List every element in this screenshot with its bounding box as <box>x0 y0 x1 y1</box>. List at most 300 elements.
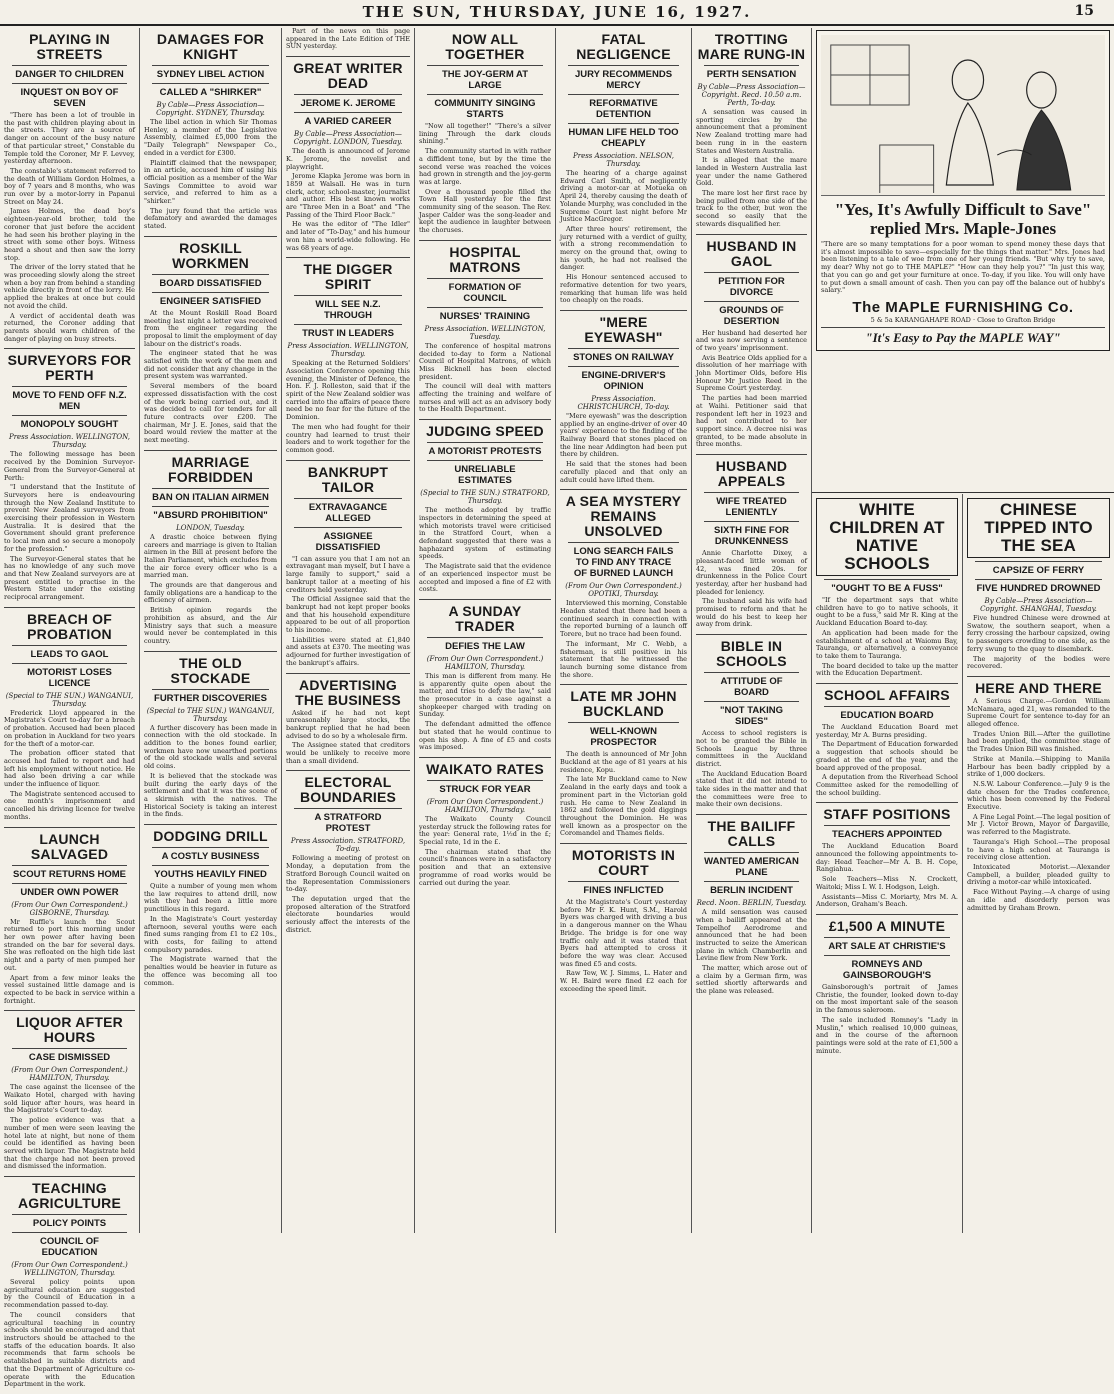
column-3 <box>282 28 415 1233</box>
article-subheading: ENGINEER SATISFIED <box>152 292 269 307</box>
masthead <box>0 0 1114 26</box>
article-dateline: By Cable—Press Association—Copyright. SYDNEY, Thursday. <box>156 101 265 117</box>
article-paragraph: Face Without Paying.—A charge of using an idle and disorderly person was admitted by Graham Brown. <box>967 888 1110 912</box>
article-subheading: ASSIGNEE DISSATISFIED <box>294 527 402 553</box>
article-headline: HUSBAND APPEALS <box>715 458 788 490</box>
article-subheading: UNRELIABLE ESTIMATES <box>427 460 543 486</box>
article <box>560 689 687 844</box>
article-paragraph: A Fine Legal Point.—The legal position of Mr J. Victor Brown, Mayor of Dargaville, was referred to the Magistrate. <box>967 812 1110 837</box>
article <box>4 612 135 828</box>
article-body <box>4 710 135 822</box>
article-paragraph: A mild sensation was caused when a bailiff appeared at the Tempelhof Aerodrome and announced that he had been instructed to seize the American plane in which Chamberlin and Levine flew from New York. <box>696 908 807 963</box>
article-body <box>4 1279 135 1389</box>
article-subheading: YOUTHS HEAVILY FINED <box>152 865 269 880</box>
article-subheading: "ABSURD PROHIBITION" <box>152 506 269 521</box>
article <box>286 678 410 772</box>
article-subheading: REFORMATIVE DETENTION <box>568 94 679 120</box>
article <box>696 239 807 456</box>
article-paragraph: The grounds are that dangerous and family obligations are a handicap to the efficiency of airmen. <box>144 581 277 605</box>
article-dateline: (Special to THE SUN.) WANGANUI, Thursday. <box>5 691 134 708</box>
article-dateline: (From Our Own Correspondent.) HAMILTON, Thursday. <box>426 797 544 814</box>
article-paragraph: Several policy points upon agricultural education are suggested by the Council of Education in a recommendation passed to-day. <box>4 1278 135 1310</box>
article-dateline: Press Association. STRATFORD, To-day. <box>290 837 406 854</box>
article-paragraph: A Serious Charge.—Gordon William McNamara, aged 21, was remanded to the Supreme Court for sentence to-day for an alleged offence. <box>967 696 1110 729</box>
article-subheading: HUMAN LIFE HELD TOO CHEAPLY <box>568 123 679 149</box>
article-paragraph: The defendant admitted the offence but stated that he would continue to open his shop. A fine of £5 and costs was imposed. <box>419 720 551 752</box>
article-paragraph: The Magistrate warned that the penalties would be heavier in future as the offence was becoming all too common. <box>144 955 277 987</box>
article-body <box>967 698 1110 912</box>
article-body <box>967 615 1110 671</box>
article-body <box>816 984 958 1055</box>
article <box>419 762 551 892</box>
article-headline: HOSPITAL MATRONS <box>449 243 521 275</box>
article-subheading: FURTHER DISCOVERIES <box>152 689 269 704</box>
article-paragraph: Raw Tew, W. J. Simms, L. Hater and W. H. Baird were fined £2 each for exceeding the speed limit. <box>560 969 687 993</box>
article-paragraph: Strike at Manila.—Shipping to Manila Harbour has been badly crippled by a strike of 1,000 dockers. <box>967 754 1110 779</box>
article-paragraph: An application had been made for the establishment of a school at Waiomu Bay, Tauranga, or alternatively, a conveyance to take them to Tauranga. <box>816 628 958 660</box>
article-paragraph: "If the department says that white children have to go to native schools, it ought to be a fuss," said Mr R. King at the Auckland Education Board to-day. <box>816 596 958 628</box>
article-paragraph: The men who had fought for their country had learned to trust their leaders and to work together for the common good. <box>286 422 410 454</box>
article-paragraph: The driver of the lorry stated that he was proceeding slowly along the street when a boy ran from behind a standing vehicle directly in front of the lorry. He applied the brakes at once but could not avoid the child. <box>4 263 135 310</box>
article-paragraph: The death is announced of Mr John Buckland at the age of 81 years at his residence, Kopu. <box>560 750 687 774</box>
article-subheading: ATTITUDE OF BOARD <box>704 672 799 698</box>
article-subheading: BERLIN INCIDENT <box>704 881 799 896</box>
article-paragraph: In the Magistrate's Court yesterday afternoon, several youths were each fined sums ranging from £1 to £2 10s., with costs, for failing to attend compulsory parades. <box>144 914 277 954</box>
article <box>4 353 135 607</box>
article-paragraph: The mare lost her first race by being pulled from one side of the track to the other, but won the second so easily that the stewards disqualified her. <box>696 189 807 228</box>
article-subheading: SIXTH FINE FOR DRUNKENNESS <box>704 521 799 547</box>
article-subheading: SCOUT RETURNS HOME <box>12 865 127 880</box>
article-subheading: CALLED A "SHIRKER" <box>152 83 269 98</box>
article-subheading: COUNCIL OF EDUCATION <box>12 1232 127 1258</box>
column-2 <box>140 28 282 1233</box>
column-1 <box>0 28 140 1389</box>
article-paragraph: Apart from a few minor leaks the vessel sustained little damage and is expected to be back in service within a fortnight. <box>4 973 135 1005</box>
article <box>560 494 687 685</box>
article-headline: LATE MR JOHN BUCKLAND <box>570 688 677 720</box>
article-paragraph: He was the editor of "The Idler" and later of "To-Day," and his humour won him a world-wide following. He was 68 years of age. <box>286 220 410 252</box>
article-body <box>560 899 687 993</box>
article-headline: FATAL NEGLIGENCE <box>576 31 671 62</box>
article-paragraph: Five hundred Chinese were drowned at Swatow, the southern seaport, when a ferry crossing the harbour capsized, owing to passengers crowding to one side, as the ferry swung to the quay to disembark. <box>967 614 1110 653</box>
article <box>560 315 687 490</box>
article-body <box>419 343 551 414</box>
article-subheading: JURY RECOMMENDS MERCY <box>568 65 679 91</box>
article-body <box>286 28 410 51</box>
article-dateline: (From Our Own Correspondent.) HAMILTON, Thursday. <box>11 1066 128 1083</box>
advertisement-text: "There are so many temptations for a poor woman to spend money these days that it's almost impossible to save—especially for the things that matter." Mrs. Jones had been listening to a tale of woe from one of her young friends. "But why try to save, my dear? Why not go to THE MAPLE?" "How can they help you?" "In just this way, that you can go and get your furniture at once. To-day, if you like. You will only have to put down a small amount of cash. Then you can pay off the balance out of hubby's salary." <box>821 240 1105 295</box>
article-subheading: A MOTORIST PROTESTS <box>427 442 543 457</box>
article-paragraph: The sale included Romney's "Lady in Muslin," which realised 10,000 guineas, and in the course of the afternoon paintings were sold at the rate of £1,500 a minute. <box>816 1015 958 1055</box>
article-body <box>560 170 687 305</box>
article-headline: JUDGING SPEED <box>426 423 544 440</box>
article-headline: SCHOOL AFFAIRS <box>824 687 950 704</box>
article-subheading: LONG SEARCH FAILS TO FIND ANY TRACE OF BURNED LAUNCH <box>568 542 679 579</box>
article-headline: DODGING DRILL <box>153 828 268 845</box>
article <box>4 1015 135 1177</box>
article-paragraph: Several members of the board expressed dissatisfaction with the cost of the work being carried out, and it was decided to call for tenders for all future contracts over £200. The chairman, Mr J. E. Jones, said that the board would review the matter at the next meeting. <box>144 382 277 445</box>
article-paragraph: A deputation from the Riverhead School Committee asked for the remodelling of the school building. <box>816 773 958 797</box>
article-subheading: EXTRAVAGANCE ALLEGED <box>294 498 402 524</box>
article-paragraph: The Auckland Education Board stated that it did not intend to take sides in the matter and that the committees were free to make their own decisions. <box>696 769 807 809</box>
article-paragraph: The conference of hospital matrons decided to-day to form a National Council of Hospital Matrons, of which Miss Bicknell has been elected president. <box>419 341 551 381</box>
article-paragraph: Sole Teachers—Miss N. Crockett, Waitoki; Miss I. W. I. Hodgson, Leigh. <box>816 875 958 891</box>
article-paragraph: The parties had been married at Waihi. Petitioner said that respondent left her in 1923 and had not contributed to her support since. A decree nisi was granted, to be made absolute in three months. <box>696 394 807 449</box>
article-subheading: WELL-KNOWN PROSPECTOR <box>568 722 679 748</box>
article-dateline: (Special to THE SUN.) WANGANUI, Thursday. <box>146 706 275 723</box>
article-dateline: (From Our Own Correspondent.) HAMILTON, Thursday. <box>426 654 544 671</box>
article-paragraph: The council considers that agricultural teaching in country schools should be encouraged and that instructors should be attached to the staffs of the education boards. It also recommends that farm schools be established in suitable districts and that the Department of Agriculture co-operate with the Education Department in the work. <box>4 1310 135 1389</box>
article-subheading: ART SALE AT CHRISTIE'S <box>824 937 950 952</box>
article-headline: STAFF POSITIONS <box>823 806 951 823</box>
article-paragraph: Access to school registers is not to be granted the Bible in Schools League by three committees in the Auckland district. <box>696 729 807 768</box>
article-paragraph: This man is different from many. He is apparently quite open about the matter, and tries to defy the law," said the prosecutor in a case against a shopkeeper charged with trading on Sunday. <box>419 671 551 719</box>
article-paragraph: The Auckland Education Board met yesterday, Mr A. Burns presiding. <box>816 723 958 739</box>
article-body <box>560 413 687 484</box>
article-subheading: STONES ON RAILWAY <box>568 348 679 363</box>
article-body <box>560 751 687 838</box>
article-subheading: THE JOY-GERM AT LARGE <box>427 65 543 91</box>
article <box>816 807 958 915</box>
article-dateline: (Special to THE SUN.) STRATFORD, Thursday. <box>420 489 550 506</box>
article-body <box>816 597 958 678</box>
article-subheading: ROMNEYS AND GAINSBOROUGH'S <box>824 955 950 981</box>
article-headline: TROTTING MARE RUNG-IN <box>697 31 806 62</box>
advertisement-column <box>812 28 1114 493</box>
column-5 <box>556 28 692 1233</box>
article <box>419 245 551 420</box>
article-paragraph: The Auckland Education Board announced the following appointments to-day: Head Teacher—Mr A. B. H. Cope, Rangiahua. <box>816 842 958 874</box>
article-subheading: BOARD DISSATISFIED <box>152 274 269 289</box>
article <box>4 32 135 349</box>
article-subheading: WILL SEE N.Z. THROUGH <box>294 295 402 321</box>
article-headline: MOTORISTS IN COURT <box>571 847 676 879</box>
article-subheading: SYDNEY LIBEL ACTION <box>152 65 269 80</box>
article-subheading: INQUEST ON BOY OF SEVEN <box>12 83 127 109</box>
article-body <box>144 883 277 987</box>
article <box>816 688 958 803</box>
article-paragraph: The engineer stated that he was satisfied with the work of the men and did not consider that any change in the present system was warranted. <box>144 349 277 381</box>
article-subheading: LEADS TO GAOL <box>12 645 127 660</box>
article <box>560 848 687 998</box>
advertisement-brand: The MAPLE FURNISHING Co. <box>852 298 1074 316</box>
article-headline: "MERE EYEWASH" <box>584 313 663 345</box>
article-paragraph: The following message has been received by the Dominion Surveyor-General from the Surveyor-General at Perth: <box>4 450 135 482</box>
article-subheading: STRUCK FOR YEAR <box>427 780 543 795</box>
column-6 <box>692 28 812 1233</box>
article-dateline: Press Association. NELSON, Thursday. <box>573 152 674 168</box>
article-paragraph: James Holmes, the dead boy's eighteen-year-old brother, told the coroner that just before the accident he had seen his brother playing in the street with some other boys. Witness heard a shout and then saw the lorry stop. <box>4 207 135 262</box>
article-headline: GREAT WRITER DEAD <box>293 60 403 92</box>
article-paragraph: The board decided to take up the matter with the Education Department. <box>816 661 958 678</box>
article-paragraph: The Waikato County Council yesterday struck the following rates for the year: General rate, 1½d in the £; Special rate, 1d in the £. <box>419 814 551 847</box>
article-body <box>4 1084 135 1171</box>
article-paragraph: The Department of Education forwarded a suggestion that schools should be graded at the end of the year, and the board approved of the proposal. <box>816 740 958 772</box>
article-paragraph: Annie Charlotte Dixey, a pleasant-faced little woman of 42, was fined 20s. for drunkenness in the Police Court yesterday, after her husband had pleaded for leniency. <box>696 549 807 596</box>
article-paragraph: "Now all together!" "There's a silver lining Through the dark clouds shining." <box>419 122 551 146</box>
article-paragraph: A verdict of accidental death was returned, the Coroner adding that parents should warn children of the danger of playing on busy streets. <box>4 311 135 343</box>
article-paragraph: Liabilities were stated at £1,840 and assets at £370. The meeting was adjourned for further investigation of the bankrupt's affairs. <box>286 635 410 667</box>
article-paragraph: Avis Beatrice Olds applied for a dissolution of her marriage with John Mortimer Olds, before His Honour Mr Justice Reed in the Supreme Court yesterday. <box>696 353 807 393</box>
article <box>144 32 277 237</box>
article-paragraph: The Official Assignee said that the bankrupt had not kept proper books and that his household expenditure appeared to be out of all proportion to his income. <box>286 595 410 635</box>
article-headline: ADVERTISING THE BUSINESS <box>295 676 401 708</box>
article-paragraph: Jerome Klapka Jerome was born in 1859 at Walsall. He was in turn clerk, actor, school-master, journalist and author. His best known works are "Three Men in a Boat" and "The Passing of the Third Floor Back." <box>286 172 410 219</box>
article-body <box>696 909 807 996</box>
article-body <box>560 600 687 679</box>
article-body <box>286 710 410 766</box>
article-dateline: (From Our Own Correspondent.) GISBORNE, Thursday. <box>11 900 128 917</box>
article-headline: TEACHING AGRICULTURE <box>17 1180 122 1212</box>
page-number: 15 <box>1074 3 1094 19</box>
article-subheading: A VARIED CAREER <box>294 112 402 127</box>
article-subheading: WIFE TREATED LENIENTLY <box>704 492 799 518</box>
article-paragraph: Her husband had deserted her and was now serving a sentence of two years' imprisonment. <box>696 328 807 352</box>
article-subheading: FIVE HUNDRED DROWNED <box>975 579 1102 594</box>
article <box>696 459 807 635</box>
column-7 <box>812 494 963 1233</box>
article-paragraph: It is believed that the stockade was built during the early days of the settlement and that it was the scene of a skirmish with the natives. The Historical Society is taking an interest in the finds. <box>144 771 277 819</box>
article-paragraph: The case against the licensee of the Waikato Hotel, charged with having sold liquor after hours, was heard in the Magistrate's Court to-day. <box>4 1083 135 1115</box>
article <box>419 604 551 758</box>
article-subheading: POLICY POINTS <box>12 1214 127 1229</box>
article-subheading: PETITION FOR DIVORCE <box>704 272 799 298</box>
article <box>967 498 1110 677</box>
article-paragraph: The jury found that the article was defamatory and awarded the damages stated. <box>144 206 277 231</box>
article-body <box>696 330 807 450</box>
article-body <box>816 843 958 909</box>
two-women-illustration <box>821 35 1105 195</box>
article-body <box>419 673 551 752</box>
article-dateline: Press Association. WELLINGTON, Thursday. <box>8 433 130 450</box>
article-paragraph: A further discovery has been made in connection with the old stockade. In addition to the bones found earlier, workmen have now unearthed portions of the old stockade walls and several old coins. <box>144 723 277 771</box>
article-paragraph: Gainsborough's portrait of James Christie, the founder, looked down to-day on the most important sale of the season in the famous saleroom. <box>816 982 958 1015</box>
article-subheading: WANTED AMERICAN PLANE <box>704 852 799 878</box>
article-paragraph: Plaintiff claimed that the newspaper, in an article, accused him of using his official position as a member of the War Savings Committee to avoid war service, and referred to him as a "shirker." <box>144 158 277 206</box>
article-headline: BANKRUPT TAILOR <box>307 463 389 495</box>
article-paragraph: The informant, Mr C. Webb, a fisherman, is still positive in his statement that he witnessed the launch burning some distance from the shore. <box>560 639 687 679</box>
article-subheading: FINES INFLICTED <box>568 881 679 896</box>
article-paragraph: The deputation urged that the proposed alteration of the Stratford electorate boundaries would seriously affect the interests of the district. <box>286 894 410 934</box>
article-headline: THE BAILIFF CALLS <box>707 818 796 850</box>
article-headline: £1,500 A MINUTE <box>828 917 946 934</box>
article-subheading: CASE DISMISSED <box>12 1048 127 1063</box>
article <box>560 32 687 311</box>
article-subheading: DANGER TO CHILDREN <box>12 65 127 80</box>
article <box>696 32 807 235</box>
article-subheading: MONOPOLY SOUGHT <box>12 415 127 430</box>
article-body <box>4 919 135 1006</box>
article-dateline: (From Our Own Correspondent.) WELLINGTON, Thursday. <box>11 1261 128 1278</box>
article-subheading: PERTH SENSATION <box>704 65 799 80</box>
article-subheading: CAPSIZE OF FERRY <box>975 561 1102 576</box>
article-headline: A SEA MYSTERY REMAINS UNSOLVED <box>565 493 682 540</box>
article-body <box>696 550 807 629</box>
article-paragraph: Intoxicated Motorist.—Alexander Campbell, a builder, pleaded guilty to driving a motor-car while intoxicated. <box>967 862 1110 887</box>
article-paragraph: The constable's statement referred to the death of William Gordon Holmes, a boy of 7 years and 8 months, who was run over by a motor-lorry in Papanui Street on May 24. <box>4 166 135 206</box>
article-dateline: By Cable—Press Association—Copyright. SHANGHAI, Tuesday. <box>980 597 1097 613</box>
article-headline: ELECTORAL BOUNDARIES <box>299 774 397 806</box>
article-subheading: ENGINE-DRIVER'S OPINION <box>568 366 679 392</box>
article-body <box>144 725 277 819</box>
article-dateline: LONDON, Tuesday. <box>176 523 245 532</box>
article-paragraph: N.S.W. Labour Conference.—July 9 is the date chosen for the Trades conference, which has been convened by the Federal Executive. <box>967 779 1110 812</box>
article-subheading: TEACHERS APPOINTED <box>824 825 950 840</box>
article-paragraph: Trades Union Bill.—After the guillotine had been applied, the committee stage of the Trades Union Bill was finished. <box>967 729 1110 754</box>
article-subheading: NURSES' TRAINING <box>427 307 543 322</box>
article-paragraph: He said that the stones had been carefully placed and that only an adult could have lifted them. <box>560 460 687 484</box>
article-body <box>4 112 135 343</box>
article <box>4 832 135 1012</box>
article-subheading: "NOT TAKING SIDES" <box>704 701 799 727</box>
article-paragraph: "Mere eyewash" was the description applied by an engine-driver of over 40 years' experience to the finding of the Railway Board that stones placed on the line near Addington had been put there by children. <box>560 411 687 459</box>
article-dateline: (From Our Own Correspondent.) OPOTIKI, Thursday. <box>565 582 682 599</box>
article-subheading: FORMATION OF COUNCIL <box>427 278 543 304</box>
article-body <box>286 360 410 454</box>
article-body <box>144 310 277 445</box>
article-body <box>286 148 410 252</box>
article-subheading: A COSTLY BUSINESS <box>152 847 269 862</box>
article-dateline: By Cable—Press Association—Copyright. Recd. 10.50 a.m. Perth, To-day. <box>697 83 806 107</box>
article <box>144 241 277 451</box>
article <box>144 829 277 992</box>
article-paragraph: The community started in with rather a diffident tone, but by the time the second verse was reached the voices had grown in strength and the joy-germ was at large. <box>419 147 551 186</box>
article <box>286 465 410 674</box>
article-body <box>286 855 410 934</box>
column-4 <box>415 28 556 1233</box>
article-headline: ROSKILL WORKMEN <box>172 239 249 271</box>
article-headline: CHINESE TIPPED INTO THE SEA <box>967 498 1110 558</box>
maple-furnishing-advertisement <box>816 30 1110 351</box>
article-body <box>144 119 277 231</box>
article-paragraph: The methods adopted by traffic inspectors in determining the speed at which motorists travel were criticised in the Stratford Court, when a defendant suggested that there was a haphazard system of estimating speeds. <box>419 506 551 561</box>
article-body <box>419 816 551 887</box>
article <box>286 61 410 258</box>
article-body <box>144 534 277 646</box>
article-headline: LAUNCH SALVAGED <box>30 830 109 862</box>
article-body <box>4 451 135 601</box>
article-headline: HUSBAND IN GAOL <box>706 237 797 269</box>
advertisement-slogan: "It's Easy to Pay the MAPLE WAY" <box>821 327 1105 346</box>
article-subheading: MOVE TO FEND OFF N.Z. MEN <box>12 386 127 412</box>
article-headline: THE DIGGER SPIRIT <box>303 261 393 293</box>
article-paragraph: "I can assure you that I am not an extravagant man myself, but I have a large family to support," said a bankrupt tailor at a meeting of his creditors held yesterday. <box>286 554 410 594</box>
article-dateline: Press Association. WELLINGTON, Thursday. <box>287 342 409 359</box>
article <box>286 775 410 939</box>
article-paragraph: A sensation was caused in sporting circles by the announcement that a prominent New Zealand trotting mare had been rung in in the eastern States and Western Australia. <box>696 108 807 155</box>
article-paragraph: At the Magistrate's Court yesterday before Mr F. K. Hunt, S.M., Harold Byers was charged with driving a bus in a dangerous manner on the Whau Bridge. The bridge is for one way traffic only and it was stated that Byers had attempted to cross it before the way was clear. Accused was fined £5 and costs. <box>560 898 687 968</box>
advertisement-headline: "Yes, It's Awfully Difficult to Save" replied Mrs. Maple-Jones <box>834 200 1092 238</box>
article-paragraph: The hearing of a charge against Edward Carl Smith, of negligently driving a motor-car at Motueka on April 24, thereby causing the death of Yolande Murphy, was concluded in the Supreme Court last night before Mr Justice MacGregor. <box>560 169 687 224</box>
article-paragraph: The libel action in which Sir Thomas Henley, a member of the Legislative Assembly, claimed £5,000 from the "Daily Telegraph" Newspaper Co., ended in a verdict for £300. <box>144 118 277 157</box>
article-body <box>419 507 551 594</box>
article-paragraph: The matter, which arose out of a claim by a German firm, was settled shortly afterwards and the plane was released. <box>696 964 807 996</box>
article-headline: BIBLE IN SCHOOLS <box>716 638 787 670</box>
article <box>696 639 807 815</box>
article-subheading: TRUST IN LEADERS <box>294 324 402 339</box>
article-subheading: JEROME K. JEROME <box>294 94 402 109</box>
article-paragraph: The Magistrate sentenced accused to one month's imprisonment and cancelled his driving licence for twelve months. <box>4 789 135 821</box>
article-paragraph: The chairman stated that the council's finances were in a satisfactory position and that an extensive programme of road works would be carried out during the year. <box>419 847 551 887</box>
article <box>286 262 410 460</box>
article-paragraph: The late Mr Buckland came to New Zealand in the early days and took a prominent part in the Victorian gold rush. He came to New Zealand in 1862 and followed the gold diggings throughout the Dominion. He was well known as a prospector on the Coromandel and Thames fields. <box>560 775 687 838</box>
article-subheading: GROUNDS OF DESERTION <box>704 301 799 327</box>
article-headline: NOW ALL TOGETHER <box>445 31 525 62</box>
advertisement-address: 5 & 5a KARANGAHAPE ROAD · Close to Grafton Bridge <box>870 315 1056 324</box>
article <box>419 32 551 241</box>
article-dateline: By Cable—Press Association—Copyright. LONDON, Tuesday. <box>293 130 403 147</box>
article-paragraph: Speaking at the Returned Soldiers' Association Conference opening this evening, the Minister of Defence, the Hon. F. J. Rolleston, said that if the spirit of the New Zealand soldier was carried into the affairs of peace there need be no fear for the future of the Dominion. <box>286 359 410 422</box>
article-paragraph: Frederick Lloyd appeared in the Magistrate's Court to-day for a breach of probation. Accused had been placed on probation in Auckland for two years for the theft of a motor-car. <box>4 708 135 748</box>
article <box>816 498 958 684</box>
masthead-title: THE SUN, THURSDAY, JUNE 16, 1927. <box>362 3 752 21</box>
article-headline: DAMAGES FOR KNIGHT <box>156 31 265 62</box>
article-paragraph: After three hours' retirement, the jury returned with a verdict of guilty, with a strong recommendation to mercy on the ground that, owing to his youth, he had not realised the danger. <box>560 224 687 272</box>
article-headline: SURVEYORS FOR PERTH <box>7 352 132 384</box>
article-subheading: A STRATFORD PROTEST <box>294 808 402 834</box>
article-paragraph: "I understand that the Institute of Surveyors here is endeavouring through the New Zealand Institute to prevent New Zealand surveyors from exercising their profession in Western Australia. It is desired that the Government should grant preference to local men and so secure a monopoly for the profession." <box>4 483 135 553</box>
article-headline: WHITE CHILDREN AT NATIVE SCHOOLS <box>816 498 958 576</box>
article-headline: HERE AND THERE <box>975 679 1102 696</box>
article-dateline: Recd. Noon. BERLIN, Tuesday. <box>696 899 807 908</box>
article <box>816 919 958 1060</box>
article-body <box>816 724 958 797</box>
article <box>286 28 410 57</box>
article-paragraph: It is alleged that the mare landed in Western Australia last year under the name Gathered Gold. <box>696 156 807 188</box>
article <box>144 455 277 652</box>
article-headline: BREACH OF PROBATION <box>26 610 113 642</box>
article-paragraph: Assistants—Miss C. Moriarty, Mrs M. A. Anderson, Graham's Beach. <box>816 892 958 909</box>
article <box>419 424 551 600</box>
article-paragraph: The council will deal with matters affecting the training and welfare of nurses and will act as an advisory body to the Health Department. <box>419 382 551 414</box>
article-paragraph: Over a thousand people filled the Town Hall yesterday for the first community sing of the season. The Rev. Jasper Calder was the song-leader and kept the audience in laughter between the choruses. <box>419 187 551 235</box>
article-paragraph: Following a meeting of protest on Monday, a deputation from the Stratford Borough Council waited on the Representation Commissioners to-day. <box>286 854 410 894</box>
article-paragraph: "There has been a lot of trouble in the past with children playing about in the streets. They are a source of danger on account of the busy nature of that particular street," Constable du Temple told the Coroner, Mr F. Levvey, yesterday afternoon. <box>4 111 135 166</box>
article-body <box>696 109 807 229</box>
article-headline: MARRIAGE FORBIDDEN <box>167 453 254 485</box>
article-paragraph: The Magistrate said that the evidence of an experienced inspector must be accepted and imposed a fine of £2 with costs. <box>419 562 551 594</box>
article-dateline: Press Association. WELLINGTON, Tuesday. <box>424 324 546 341</box>
article-subheading: COMMUNITY SINGING STARTS <box>427 94 543 120</box>
article-paragraph: The Surveyor-General states that he has no knowledge of any such move and that New Zealand surveyors are at present entitled to practise in the Western State under the existing reciprocal arrangement. <box>4 554 135 602</box>
article-headline: LIQUOR AFTER HOURS <box>16 1014 123 1046</box>
article-paragraph: The probation officer stated that accused had failed to report and had left his employment without notice. He had also been driving a car while under the influence of liquor. <box>4 749 135 789</box>
article-paragraph: Quite a number of young men whom the law requires to attend drill, now wish they had been a little more punctilious in this regard. <box>144 882 277 914</box>
article <box>4 1181 135 1394</box>
advertisement-illustration <box>821 35 1105 196</box>
article-paragraph: Part of the news on this page appeared in the Late Edition of THE SUN yesterday. <box>286 27 410 51</box>
article-paragraph: His Honour sentenced accused to reformative detention for two years, remarking that human life was held too cheaply on the roads. <box>560 273 687 305</box>
article-subheading: UNDER OWN POWER <box>12 883 127 898</box>
article-paragraph: The Assignee stated that creditors would be unlikely to receive more than a small dividend. <box>286 741 410 765</box>
article-paragraph: British opinion regards the prohibition as absurd, and the Air Ministry says that such a measure would never be contemplated in this country. <box>144 606 277 645</box>
article-paragraph: Interviewed this morning, Constable Headen stated that there had been a continued search in connection with the reported burning of a launch off Torere, but no trace had been found. <box>560 599 687 639</box>
article-subheading: BAN ON ITALIAN AIRMEN <box>152 488 269 503</box>
article-paragraph: Asked if he had not kept unreasonably large stocks, the bankrupt replied that he had been advised to do so by a wholesale firm. <box>286 708 410 740</box>
article-paragraph: The majority of the bodies were recovered. <box>967 654 1110 671</box>
article <box>696 819 807 1001</box>
article-body <box>696 730 807 809</box>
article-paragraph: The husband said his wife had promised to reform and that he would do his best to keep her away from drink. <box>696 597 807 629</box>
article-subheading: "OUGHT TO BE A FUSS" <box>824 579 950 594</box>
article-paragraph: Tauranga's High School.—The proposal to have a high school at Tauranga is receiving close attention. <box>967 837 1110 862</box>
article-paragraph: A drastic choice between flying careers and marriage is given to Italian airmen in the Bill at present before the Italian Parliament, which excludes from the air force every officer who is a married man. <box>144 532 277 580</box>
article-body <box>419 123 551 235</box>
article-paragraph: At the Mount Roskill Road Board meeting last night a letter was received from the engineer regarding the proposal to limit the employment of day labour on the district's roads. <box>144 308 277 348</box>
article-subheading: DEFIES THE LAW <box>427 637 543 652</box>
article-paragraph: Mr Ruffle's launch the Scout returned to port this morning under her own power after having been stranded on the bar for several days. She was refloated on the high tide last night and a party of men pumped her out. <box>4 917 135 972</box>
article-headline: WAIKATO RATES <box>426 760 544 777</box>
